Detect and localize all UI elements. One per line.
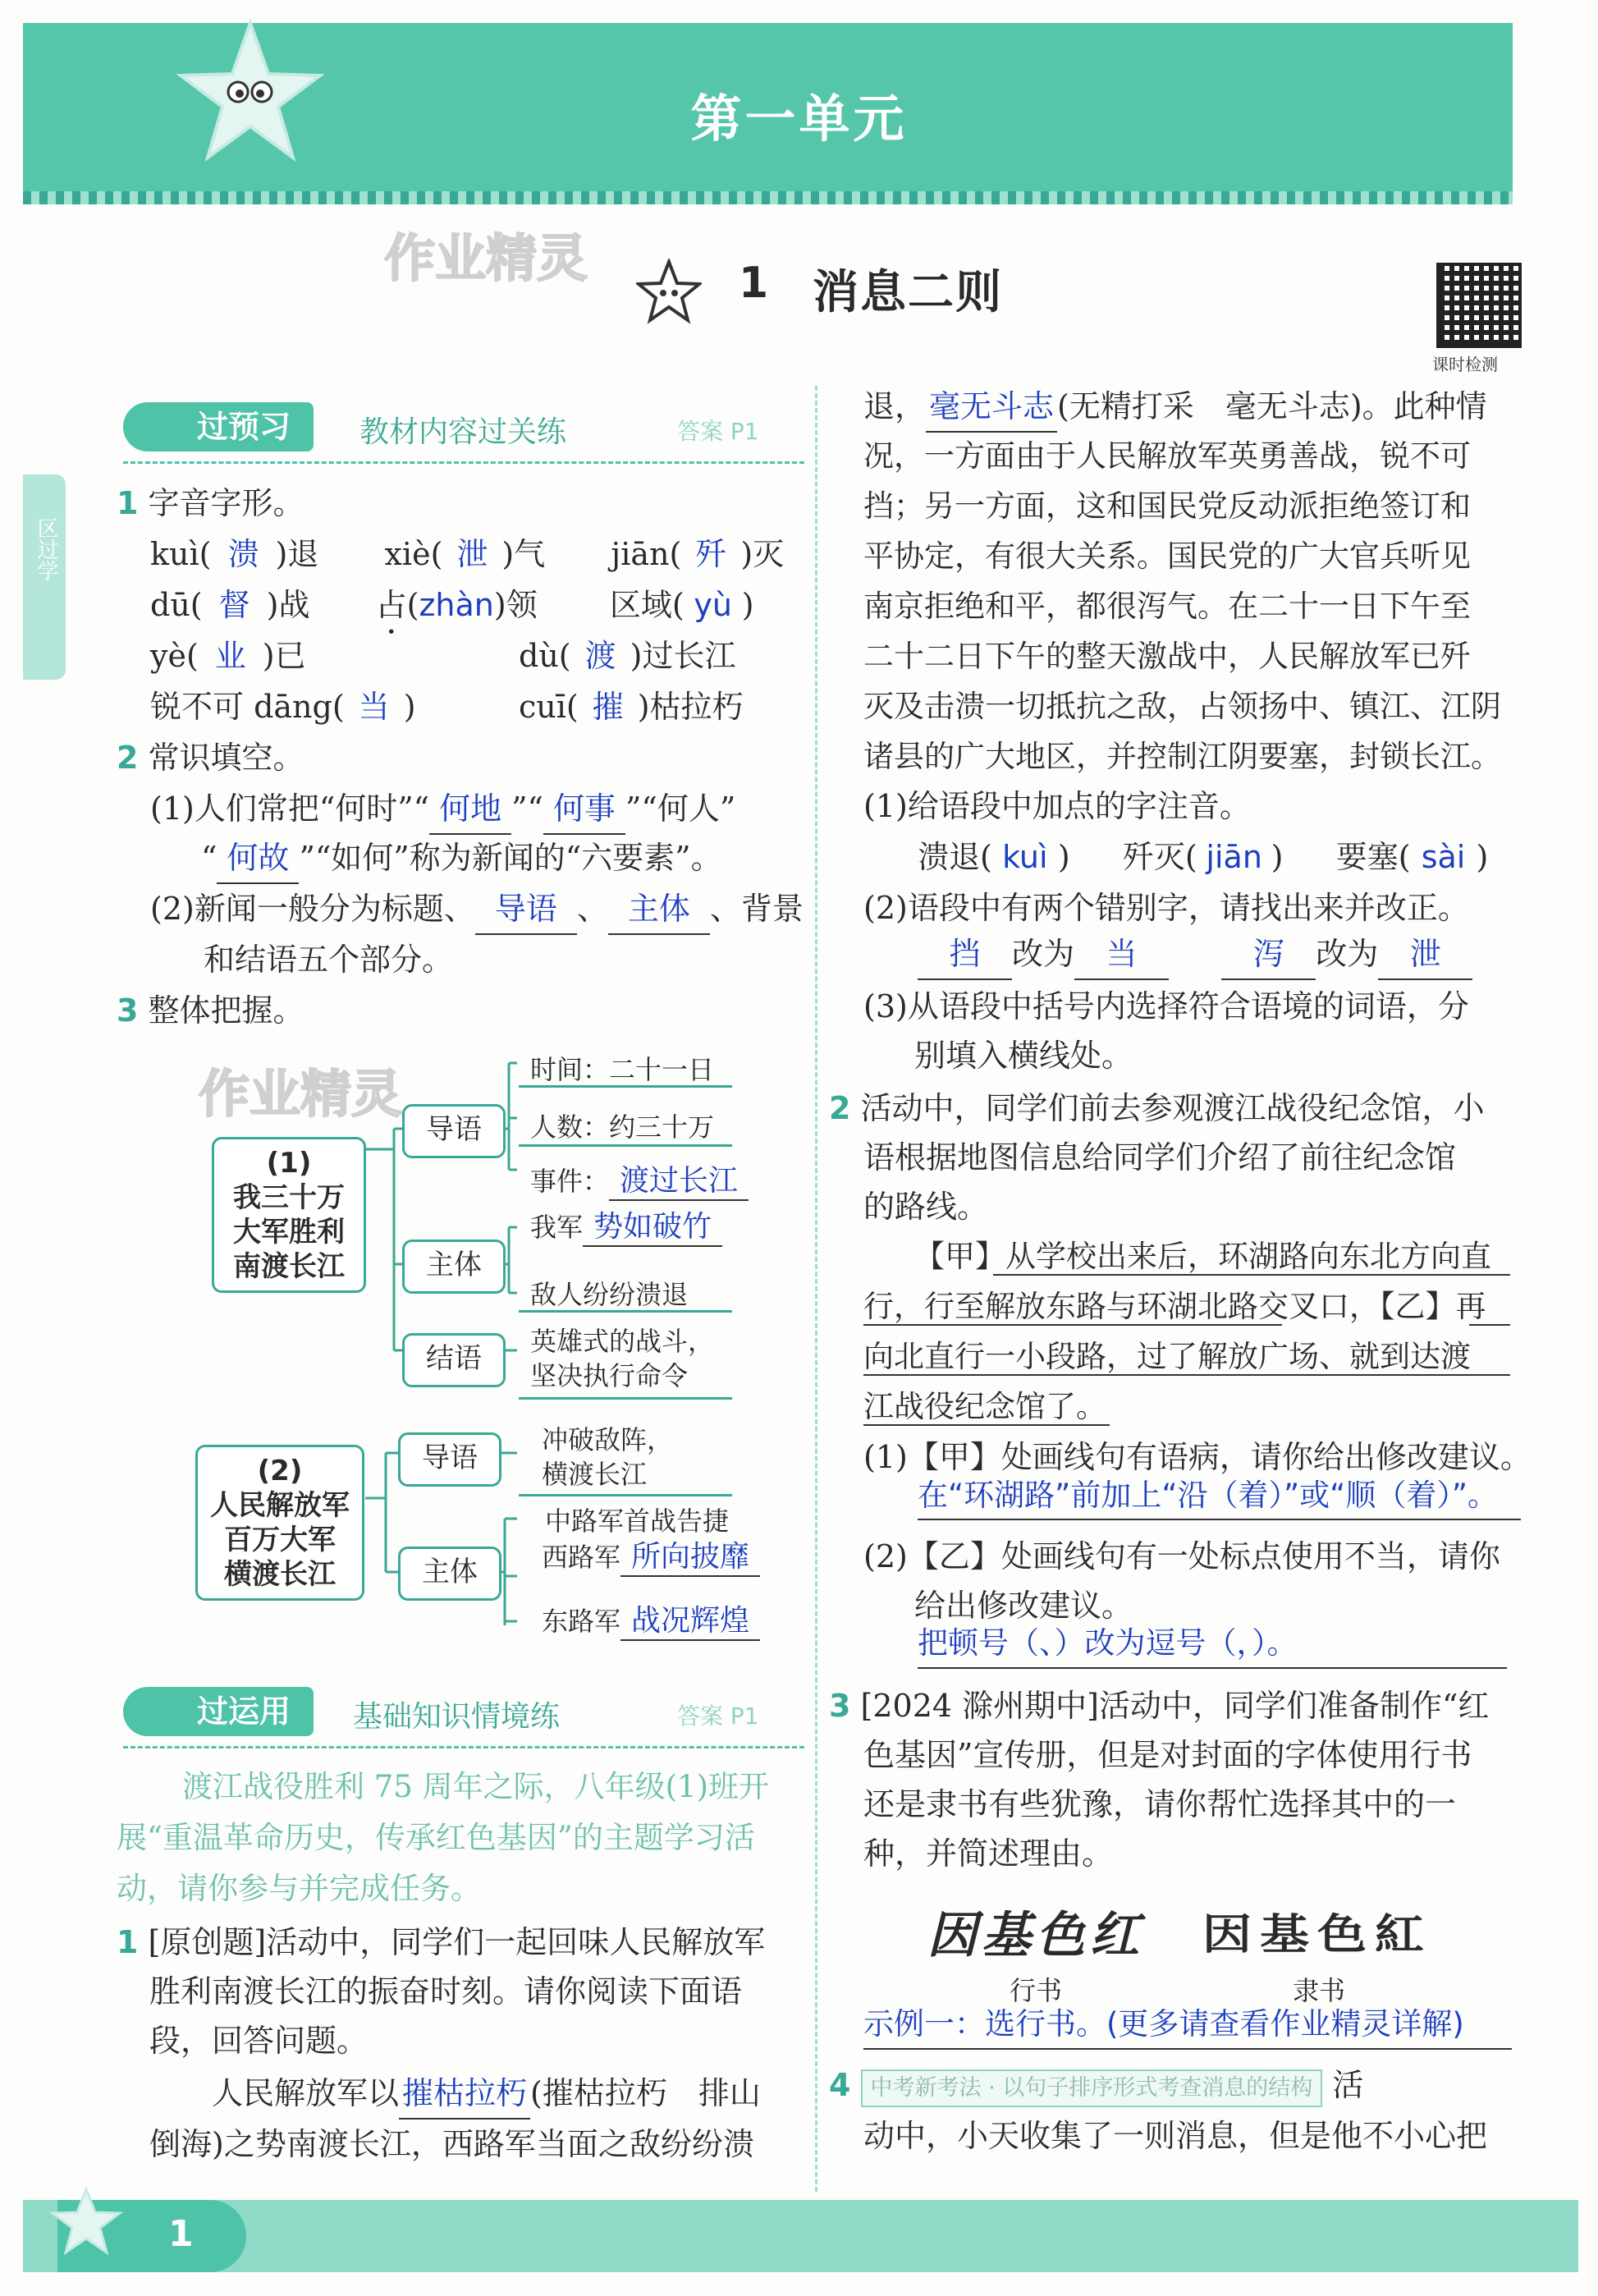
section-badge-apply: 过运用 (123, 1687, 314, 1736)
q2-s1: (1)人们常把“何时”“ 何地 ”“ 何事 ”“何人” (150, 784, 735, 835)
apply-intro: 渡江战役胜利 75 周年之际，八年级(1)班开 展“重温革命历史，传承红色基因”的主题学习活 动，请你参与并完成任务。 (117, 1769, 770, 1906)
section-apply-header (123, 1687, 804, 1736)
q1-row1: kuì( 溃 )退 xiè( 泄 )气 jiān( 歼 )灭 (150, 536, 785, 572)
leaf-jieyu: 英雄式的战斗， 坚决执行命令 (530, 1326, 715, 1391)
yi-underline-4 (863, 1424, 1110, 1426)
q3-title: 3 整体把握。 (117, 992, 304, 1029)
yi-underline-2 (1469, 1324, 1510, 1326)
lesson-star-icon (636, 259, 702, 324)
right-q3: 3 [2024 滁州期中]活动中，同学们准备制作“红 色基因”宣传册，但是对封面的字体使用行书 还是隶书有些犹豫，请你帮忙选择其中的一 种，并简述理由。 (829, 1688, 1490, 1872)
rq2-answers: 挡 改为 当 泻 改为 泄 (918, 929, 1472, 980)
leaf-time: 时间：二十一日 (530, 1054, 715, 1085)
s1-answer-line (918, 1519, 1521, 1520)
leaf-time-line (519, 1085, 732, 1088)
tree-node-jieyu-1: 结语 (402, 1333, 506, 1387)
right-q2-s2-answer: 把顿号（、）改为逗号（，）。 (918, 1625, 1298, 1661)
a1-question: 1 [原创题]活动中，同学们一起回味人民解放军 胜利南渡长江的振奋时刻。请你阅读下面语 段，回答问题。 (117, 1924, 766, 2059)
s2-answer-line (918, 1667, 1507, 1669)
leaf-people: 人数：约三十万 (530, 1111, 715, 1143)
column-divider (815, 386, 817, 2192)
footer-star-icon (49, 2185, 123, 2259)
right-q2-s1: (1)【甲】处画线句有语病，请你给出修改建议。 (863, 1439, 1532, 1475)
q1-title: 1 字音字形。 (117, 485, 304, 521)
qr-code[interactable] (1436, 263, 1522, 348)
caption-lishu: 隶书 (1293, 1975, 1346, 2006)
section-underline (123, 461, 804, 464)
rq2: (2)语段中有两个错别字，请找出来并改正。 (863, 890, 1469, 926)
q1-number: 1 (117, 485, 139, 521)
rq1-answers: 溃退( kuì ) 歼灭( jiān ) 要塞( sài ) (918, 839, 1489, 875)
tree-root-2: (2) 人民解放军 百万大军 横渡长江 (195, 1445, 364, 1601)
leaf-event: 事件： 渡过长江 (530, 1157, 749, 1201)
caption-xingshu: 行书 (1010, 1975, 1063, 2006)
leaf-diren-line (519, 1310, 732, 1313)
leaf-chongpo: 冲破敌阵， 横渡长江 (542, 1424, 674, 1490)
section-badge: 过预习 (123, 402, 314, 451)
q3-answer-line (863, 2048, 1512, 2050)
section-underline-apply (123, 1746, 804, 1748)
yi-underline-3 (863, 1374, 1510, 1376)
tree-node-daoyu-2: 导语 (398, 1432, 501, 1487)
answer-ref-apply: 答案 P1 (677, 1703, 759, 1730)
leaf-diren: 敌人纷纷溃退 (530, 1279, 689, 1310)
answer-ref: 答案 P1 (677, 418, 759, 445)
lesson-number: 1 (739, 259, 769, 308)
q1-row3b: dù( 渡 )过长江 (519, 638, 736, 674)
page-number: 1 (168, 2213, 194, 2255)
a1-passage-2: 倒海)之势南渡长江，西路军当面之敌纷纷溃 (149, 2126, 754, 2162)
right-q2-s2: (2)【乙】处画线句有一处标点使用不当，请你 给出修改建议。 (863, 1538, 1500, 1624)
right-passage-start: 退， 毫无斗志 (无精打采 毫无斗志)。此种情 (863, 382, 1487, 433)
side-tab-label: 区过学 (34, 517, 58, 581)
q1-row4: 锐不可 dāng( 当 ) (150, 689, 416, 725)
leaf-zhong: 中路军首战告捷 (545, 1505, 730, 1537)
tree-root-1: (1) 我三十万 大军胜利 南渡长江 (212, 1137, 366, 1293)
watermark-text-2: 作业精灵 (199, 1064, 403, 1124)
q2-s2: (2)新闻一般分为标题、 导语 、 主体 、背景 (150, 884, 804, 935)
leaf-jieyu-line (519, 1397, 732, 1400)
right-q2: 2 活动中，同学们前去参观渡江战役纪念馆，小 语根据地图信息给同学们介绍了前往纪念馆 的路线。 (829, 1090, 1485, 1225)
footer-band (23, 2200, 1578, 2272)
q4-tag: 中考新考法 · 以句子排序形式考查消息的结构 (861, 2069, 1323, 2107)
tree-node-daoyu-1: 导语 (402, 1104, 506, 1158)
section-subtitle-apply: 基础知识情境练 (353, 1700, 561, 1734)
right-q4-cont: 动中，小天收集了一则消息，但是他不小心把 (863, 2118, 1488, 2154)
right-q2-passage: 【甲】从学校出来后，环湖路向东北方向直 行，行至解放东路与环湖北路交叉口，【乙】再 向北直行一小段路，过了解放广场、就到达渡 江战役纪念馆了。 (863, 1239, 1491, 1424)
right-passage: 况，一方面由于人民解放军英勇善战，锐不可 挡；另一方面，这和国民党反动派拒绝签订和 平协定，有很大关系。国民党的广大官兵听见 南京拒绝和平，都很泻气。在二十一日下午至 二十二日下午的整天激战中，人民解放军已歼 灭及击溃一切抵抗之敌，占领扬中、镇江、江阴 诸县的广大地区，并控制江阴要塞，封锁长江。 (863, 438, 1501, 774)
right-q3-answer: 示例一：选行书。(更多请查看作业精灵详解) (863, 2006, 1464, 2042)
rq3: (3)从语段中括号内选择符合语境的词语，分 别填入横线处。 (863, 988, 1469, 1074)
watermark-text: 作业精灵 (384, 228, 588, 288)
leaf-xi: 西路军 所向披靡 (542, 1533, 760, 1577)
calligraphy-xingshu: 因基色红 (927, 1907, 1144, 1964)
q2-s1-cont: “ 何故 ”“如何”称为新闻的“六要素”。 (201, 833, 722, 884)
tree-node-zhuti-2: 主体 (398, 1547, 501, 1601)
jia-underline-2 (863, 1324, 1282, 1326)
q1-row2: dū( 督 )战 占(zhàn)领 区域( yù ) (150, 587, 754, 623)
leaf-people-line (519, 1144, 732, 1147)
lesson-title: 消息二则 (813, 266, 1003, 319)
star-mascot-icon (176, 16, 324, 172)
q2-title: 2 常识填空。 (117, 740, 304, 776)
jia-underline-1 (993, 1274, 1510, 1276)
unit-title: 第一单元 (690, 89, 908, 149)
leaf-dong: 东路军 战况辉煌 (542, 1597, 760, 1641)
section-subtitle: 教材内容过关练 (359, 415, 567, 449)
leaf-wojun: 我军 势如破竹 (530, 1203, 722, 1247)
q2-s2-cont: 和结语五个部分。 (204, 942, 454, 978)
right-q4: 4 中考新考法 · 以句子排序形式考查消息的结构 活 (829, 2060, 1363, 2110)
q1-row3: yè( 业 )已 (150, 638, 306, 674)
unit-header-stripe (23, 191, 1513, 204)
q1-row4b: cuī( 摧 )枯拉朽 (519, 689, 744, 725)
right-q2-s1-answer: 在“环湖路”前加上“沿（着）”或“顺（着）”。 (918, 1478, 1499, 1513)
tree-node-zhuti-1: 主体 (402, 1240, 506, 1294)
leaf-chongpo-line (519, 1494, 732, 1496)
rq1: (1)给语段中加点的字注音。 (863, 788, 1251, 824)
a1-passage-1: 人民解放军以 摧枯拉朽 (摧枯拉朽 排山 (212, 2069, 761, 2120)
section-preview-header (123, 402, 804, 451)
qr-caption: 课时检测 (1432, 355, 1498, 374)
calligraphy-lishu: 因基色紅 (1202, 1910, 1432, 1959)
